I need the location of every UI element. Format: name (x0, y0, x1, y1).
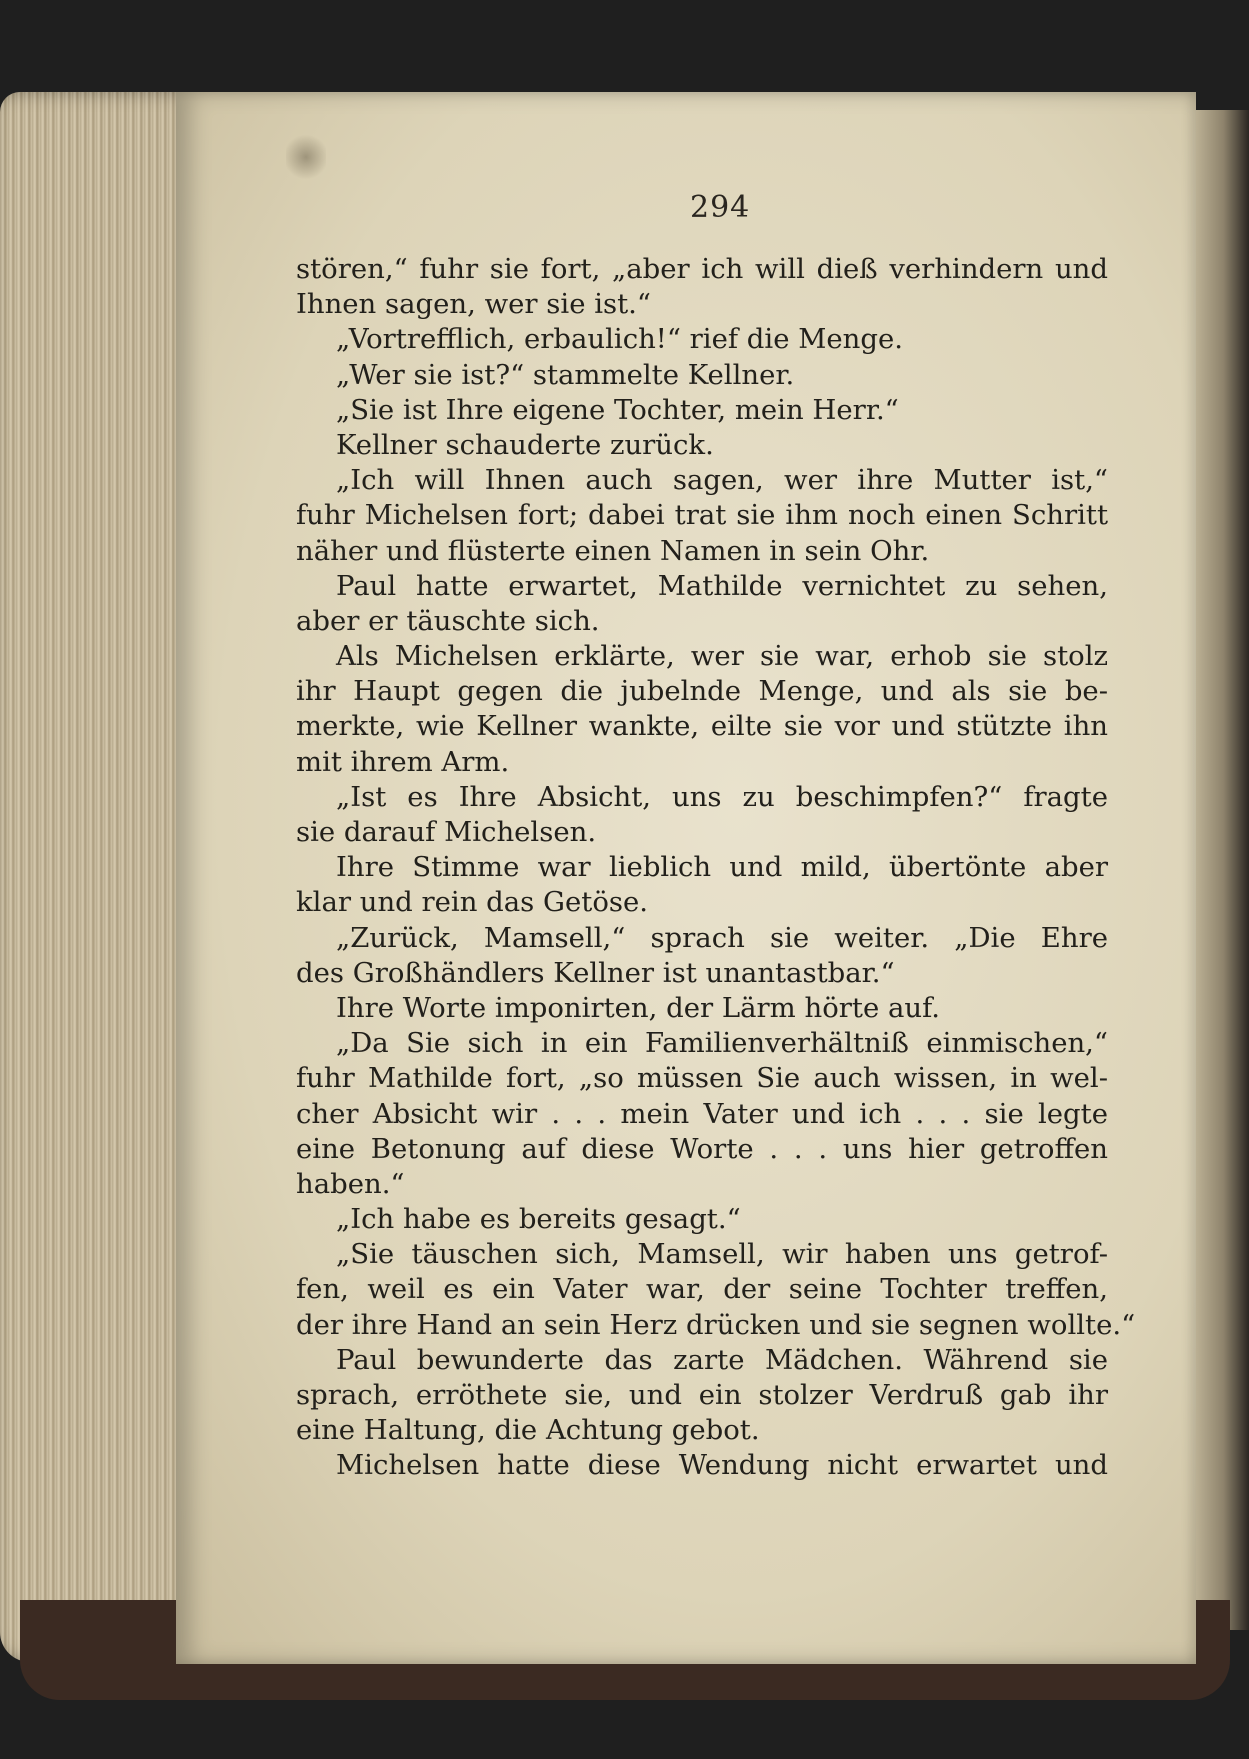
text-line: sie darauf Michelsen. (296, 816, 597, 848)
text-line: haben.“ (296, 1167, 405, 1200)
text-line: Michelsen hatte diese Wendung nicht erwartet und (336, 1449, 1108, 1482)
text-line: stören,“ fuhr sie fort, „aber ich will dieß verhindern und (296, 253, 1108, 285)
page-smudge (286, 132, 326, 182)
text-line: fen, weil es ein Vater war, der seine Tochter treffen, (296, 1273, 1108, 1306)
text-line: eine Betonung auf diese Worte . . . uns hier getroffen (296, 1132, 1108, 1165)
text-line: „Sie täuschen sich, Mamsell, wir haben uns getrof- (336, 1238, 1108, 1271)
text-line: „Da Sie sich in ein Familienverhältniß einmischen,“ (336, 1027, 1108, 1060)
text-line: Ihre Stimme war lieblich und mild, übertönte aber (336, 851, 1108, 884)
text-line: sprach, erröthete sie, und ein stolzer Verdruß gab ihr (296, 1379, 1108, 1411)
text-line: Ihre Worte imponirten, der Lärm hörte auf. (336, 991, 941, 1024)
text-line: „Ist es Ihre Absicht, uns zu beschimpfen?“ fragte (336, 780, 1108, 813)
page-number: 294 (690, 190, 751, 225)
text-line: klar und rein das Getöse. (296, 886, 649, 919)
text-line: Paul hatte erwartet, Mathilde vernichtet zu sehen, (336, 569, 1108, 602)
text-line: „Ich habe es bereits gesagt.“ (336, 1203, 741, 1236)
text-line: näher und flüsterte einen Namen in sein Ohr. (296, 534, 930, 567)
text-line: Paul bewunderte das zarte Mädchen. Während sie (336, 1343, 1108, 1376)
text-line: „Wer sie ist?“ stammelte Kellner. (336, 358, 795, 391)
text-line: eine Haltung, die Achtung gebot. (296, 1414, 760, 1447)
text-line: der ihre Hand an sein Herz drücken und sie segnen wollte.“ (296, 1308, 1136, 1341)
text-line: „Vortrefflich, erbaulich!“ rief die Menge. (336, 323, 903, 356)
page-text-block (296, 252, 1136, 1484)
text-line: mit ihrem Arm. (296, 745, 510, 778)
text-line: ihr Haupt gegen die jubelnde Menge, und als sie be- (296, 675, 1108, 708)
book-page-edges (0, 92, 200, 1662)
text-line: Kellner schauderte zurück. (336, 428, 714, 461)
text-line: aber er täuschte sich. (296, 604, 600, 637)
text-line: merkte, wie Kellner wankte, eilte sie vor und stützte ihn (296, 710, 1108, 743)
text-line: Ihnen sagen, wer sie ist.“ (296, 288, 651, 321)
text-line: „Sie ist Ihre eigene Tochter, mein Herr.“ (336, 393, 899, 426)
text-line: fuhr Michelsen fort; dabei trat sie ihm noch einen Schritt (296, 499, 1108, 532)
text-line: „Ich will Ihnen auch sagen, wer ihre Mutter ist,“ (336, 464, 1108, 497)
text-line: des Großhändlers Kellner ist unantastbar.“ (296, 956, 895, 989)
text-line: Als Michelsen erklärte, wer sie war, erhob sie stolz (336, 640, 1108, 673)
text-line: fuhr Mathilde fort, „so müssen Sie auch wissen, in wel- (296, 1062, 1108, 1095)
text-line: cher Absicht wir . . . mein Vater und ich . . . sie legte (296, 1097, 1108, 1130)
text-line: „Zurück, Mamsell,“ sprach sie weiter. „Die Ehre (336, 921, 1108, 954)
